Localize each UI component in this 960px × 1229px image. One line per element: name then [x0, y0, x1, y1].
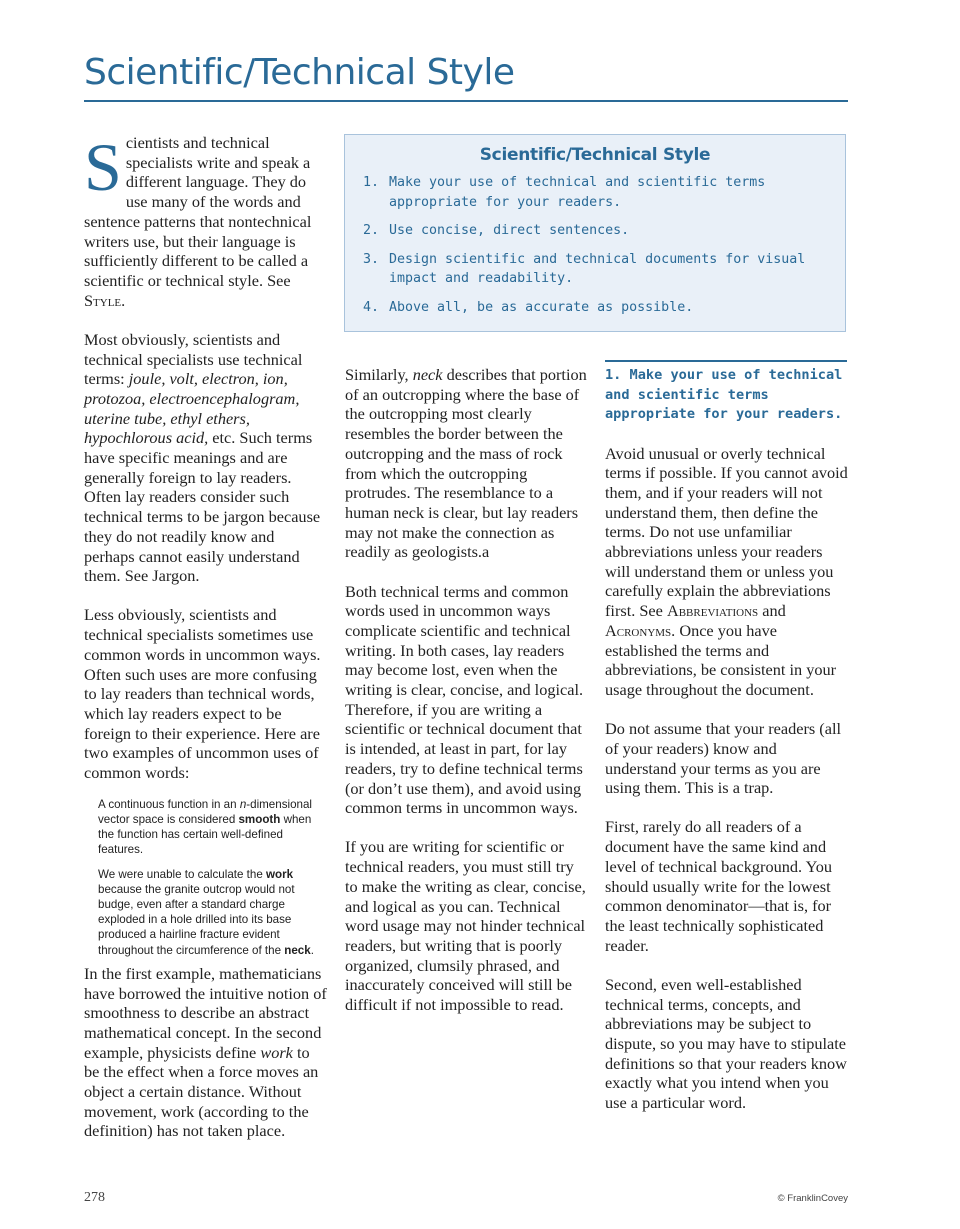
neck-paragraph: Similarly, neck describes that portion of an outcropping where the base of the outcropping most clearly resembles the border between the outcropping and the mass of rock from which the outcropping protrudes. The resemblance to a human neck is clear, but lay readers may not make the connection as readily as geologists.a	[345, 365, 587, 562]
section-heading: 1. Make your use of technical and scientific terms appropriate for your readers.	[605, 367, 843, 422]
lay-readers-paragraph: Both technical terms and common words used in uncommon ways complicate scientific and technical writing. In both cases, lay readers may become lost, even when the writing is clear, concise, and logical. Therefore, if you are writing a scientific or technical document that is intended, at least in part, for lay readers, try to define technical terms (or don’t use them), and avoid using common terms in uncommon ways.	[345, 581, 584, 818]
examples-explanation-paragraph: In the first example, mathematicians have borrowed the intuitive notion of smoothness to describe an abstract mathematical concept. In the second example, physicists define work to be the effect when a force moves an object a certain distance. Without movement, work (according to the definition) has not taken place.	[84, 963, 327, 1141]
drop-cap: S	[84, 129, 122, 205]
page-number: 278	[84, 1190, 105, 1205]
summary-box-title: Scientific/Technical Style	[479, 145, 711, 165]
intro-paragraph: Scientists and technical specialists write and speak a different language. They do use many of the words and sentence patterns that nontechnical writers use, but their language is sufficiently different to be called a scientific or technical style. See Style.	[84, 129, 312, 310]
technical-readers-paragraph: If you are writing for scientific or technical readers, you must still try to make the writing as clear, concise, and logical as you can. Technical word usage may not hinder technical readers, but writing that is poorly organized, clumsily phrased, and inaccurately conceived will still be difficult if not impossible to read.	[345, 837, 586, 1015]
page-title: Scientific/Technical Style	[84, 52, 515, 93]
summary-item: 3. Design scientific and technical documents for visual impact and readability.	[387, 250, 817, 289]
abbreviations-reference: Abbreviations	[666, 601, 759, 621]
technical-terms-paragraph: Most obviously, scientists and technical specialists use technical terms: joule, volt, electron, ion, protozoa, electroencephalogram, uterine tube, ethyl ethers, hypochlorous acid, etc. Such terms have specific meanings and are generally foreign to lay readers. Often lay readers consider such technical terms to be jargon because they do not readily know and perhaps cannot easily understand them. See Jargon.	[84, 329, 321, 586]
common-words-paragraph: Less obviously, scientists and technical specialists sometimes use common words in uncommon ways. Often such uses are more confusing to lay readers than technical words, which lay readers expect to be foreign to their experience. Here are two examples of uncommon uses of common words:	[84, 605, 321, 783]
title-rule	[84, 100, 848, 102]
technical-terms-list: joule, volt, electron, ion, protozoa, electroencephalogram, uterine tube, ethyl ethers, hypochlorous acid,	[84, 369, 300, 448]
example-work: We were unable to calculate the work because the granite outcrop would not budge, even after a standard charge exploded in a hole drilled into its base produced a hairline fracture evident throughout the circumference of the neck.	[98, 867, 314, 957]
copyright: © FranklinCovey	[777, 1193, 848, 1204]
second-paragraph: Second, even well-established technical terms, concepts, and abbreviations may be subject to dispute, so you may have to stipulate definitions so that your readers know exactly what you intend when you use a particular word.	[605, 974, 847, 1113]
summary-item: 1. Make your use of technical and scientific terms appropriate for your readers.	[387, 173, 817, 212]
section-rule	[605, 360, 847, 362]
acronyms-reference: Acronyms	[605, 620, 672, 640]
summary-item: 4. Above all, be as accurate as possible.	[387, 298, 817, 318]
examples-block	[98, 797, 328, 958]
first-paragraph: First, rarely do all readers of a document have the same kind and level of technical background. You should usually write for the lowest common denominator—that is, for the least technically sophisticated reader.	[605, 817, 832, 955]
summary-item: 2. Use concise, direct sentences.	[387, 221, 817, 241]
avoid-terms-paragraph: Avoid unusual or overly technical terms if possible. If you cannot avoid them, and if your readers will not understand them, then define the terms. Do not use unfamiliar abbreviations unless your readers will understand them or unless you carefully explain the abbreviations first. See Abbreviations and Acronyms. Once you have established the terms and abbreviations, be consistent in your usage throughout the document.	[605, 443, 848, 699]
example-smooth: A continuous function in an n-dimensional vector space is considered smooth when the function has certain well-defined features.	[98, 797, 312, 857]
column-middle	[345, 365, 589, 1034]
summary-box	[344, 134, 846, 332]
column-left	[84, 129, 328, 1161]
assume-paragraph: Do not assume that your readers (all of your readers) know and understand your terms as you are using them. This is a trap.	[605, 719, 842, 798]
summary-list	[345, 173, 845, 318]
style-reference: Style	[84, 290, 122, 310]
column-right	[605, 366, 849, 1132]
